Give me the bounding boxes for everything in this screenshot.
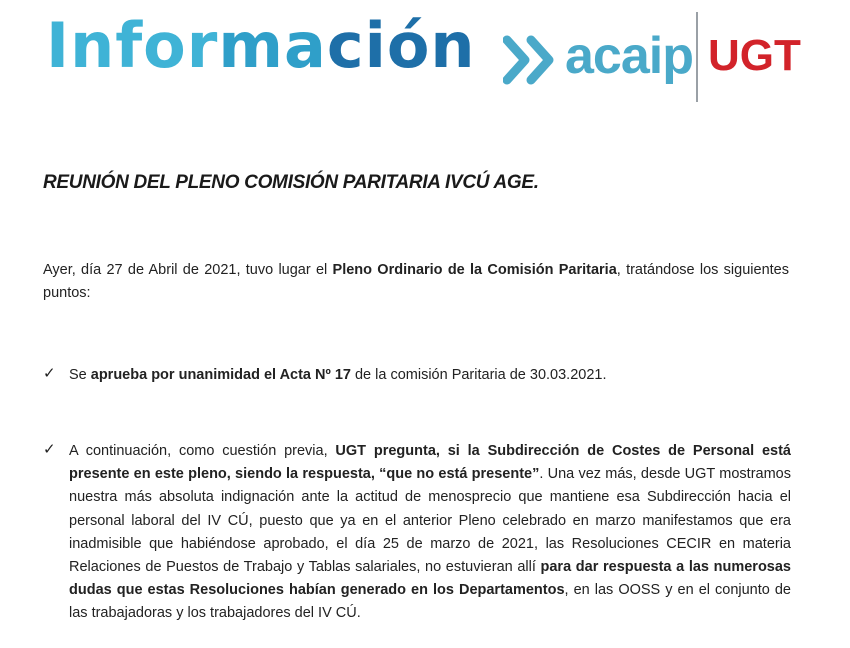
text-run: , en las OOSS y en el conjunto de las trabajadoras y los trabajadores del IV CÚ.: [69, 582, 791, 622]
title-part: ma: [218, 9, 327, 82]
bold-run: UGT pregunta, si la Subdirección de Costes de Personal está presente en este pleno, siendo la respuesta, “que no está presente”: [69, 443, 791, 483]
text-run: Se: [69, 367, 91, 383]
bullet-text: [69, 364, 791, 387]
section-heading: REUNIÓN DEL PLENO COMISIÓN PARITARIA IVCÚ AGE.: [43, 172, 539, 193]
checkmark-icon: ✓: [43, 440, 56, 458]
checkmark-icon: ✓: [43, 364, 56, 382]
text-run: Ayer, día 27 de Abril de 2021, tuvo lugar el: [43, 262, 333, 278]
bold-run: para dar respuesta a las numerosas dudas que estas Resoluciones habían generado en los Departamentos: [69, 559, 791, 599]
chevrons-icon: [503, 32, 563, 88]
ugt-wordmark: UGT: [708, 31, 801, 80]
intro-paragraph: [43, 259, 789, 305]
text-run: de la comisión Paritaria de 30.03.2021.: [350, 367, 607, 383]
bullet-text: [69, 440, 791, 626]
bold-run: Pleno Ordinario de la Comisión Paritaria: [332, 262, 617, 278]
title-part: ción: [326, 9, 476, 82]
title-part: Infor: [46, 9, 219, 82]
text-run: , tratándose los siguientes puntos:: [43, 262, 789, 301]
page-title: [46, 6, 476, 86]
text-run: A continuación, como cuestión previa,: [69, 443, 336, 459]
text-run: . Una vez más, desde UGT mostramos nuestra más absoluta indignación ante la actitud de menosprecio que mantiene esa Subdirección hacia el personal laboral del IV CÚ, puesto que ya en el anterior Pleno celebrado en marzo manifestamos que era inadmisible que habiéndose aprobado, el día 25 de marzo de 2021, las Resoluciones CECIR en materia Relaciones de Puestos de Trabajo y Tablas salariales, no estuvieran allí: [69, 466, 791, 576]
bold-run: aprueba por unanimidad el Acta Nº 17: [90, 367, 351, 383]
logo-divider: [696, 12, 698, 102]
acaip-ugt-logo: [503, 12, 803, 102]
acaip-wordmark: acaip: [565, 27, 693, 85]
